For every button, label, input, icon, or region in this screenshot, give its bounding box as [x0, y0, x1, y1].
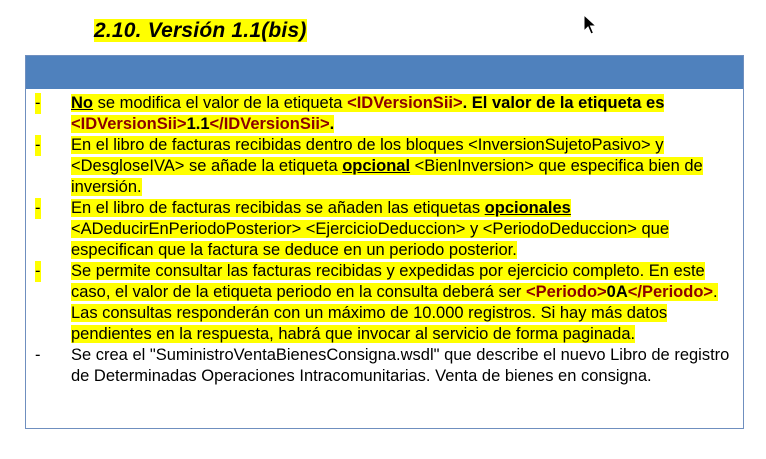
xml-tag: <Periodo>: [525, 283, 607, 301]
body-text: Se crea el "SuministroVentaBienesConsigna.wsdl" que describe el nuevo Libro de registro de Determinadas Operaciones Intracomunitarias. Venta de bienes en consigna.: [71, 346, 730, 385]
list-dash: -: [35, 94, 41, 112]
changes-table: [25, 55, 744, 429]
xml-tag: <IDVersionSii>: [347, 94, 463, 112]
list-dash: -: [35, 262, 41, 280]
list-item-text: [71, 199, 669, 259]
body-text: Se permite consultar las facturas recibidas y expedidas por ejercicio completo. En este caso, el valor de la etiqueta periodo en la consulta deberá ser: [71, 262, 705, 301]
body-text: . Las consultas responderán con un máximo de 10.000 registros. Si hay más datos pendientes en la respuesta, habrá que invocar al servicio de forma paginada.: [71, 283, 718, 343]
list-item-text: [71, 136, 703, 196]
list-item-text: [71, 94, 664, 133]
emphasis-text: opcional: [342, 157, 411, 175]
xml-tag: </Periodo>: [627, 283, 714, 301]
bold-text: 1.1: [186, 115, 210, 133]
list-dash: -: [35, 199, 41, 217]
list-item: [32, 345, 736, 387]
body-text: En el libro de facturas recibidas se añaden las etiquetas: [71, 199, 485, 217]
list-item: [32, 135, 736, 198]
body-text: <BienInversion> que especifica bien de inversión.: [71, 157, 703, 196]
list-item: [32, 198, 736, 261]
emphasis-text: No: [71, 94, 93, 112]
list-dash: -: [35, 346, 41, 364]
list-item-text: [71, 346, 729, 385]
bold-text: 0A: [606, 283, 628, 301]
emphasis-text: opcionales: [484, 199, 571, 217]
bold-text: .: [329, 115, 335, 133]
change-list: [26, 93, 743, 387]
body-text: En el libro de facturas recibidas dentro de los bloques <InversionSujetoPasivo> y <DesgloseIVA> se añade la etiqueta: [71, 136, 664, 175]
xml-tag: <IDVersionSii>: [71, 115, 187, 133]
body-text: se modifica el valor de la etiqueta: [93, 94, 348, 112]
mouse-pointer-icon: [583, 14, 597, 36]
list-item: [32, 261, 736, 345]
list-item-text: [71, 262, 718, 343]
table-header-bar: [26, 56, 743, 89]
xml-tag: </IDVersionSii>: [209, 115, 330, 133]
section-heading: 2.10. Versión 1.1(bis): [94, 19, 307, 42]
bold-text: . El valor de la etiqueta es: [462, 94, 665, 112]
list-item: [32, 93, 736, 135]
body-text: <ADeducirEnPeriodoPosterior> <EjercicioDeduccion> y <PeriodoDeduccion> que especifican que la factura se deduce en un periodo posterior.: [71, 220, 670, 259]
list-dash: -: [35, 136, 41, 154]
